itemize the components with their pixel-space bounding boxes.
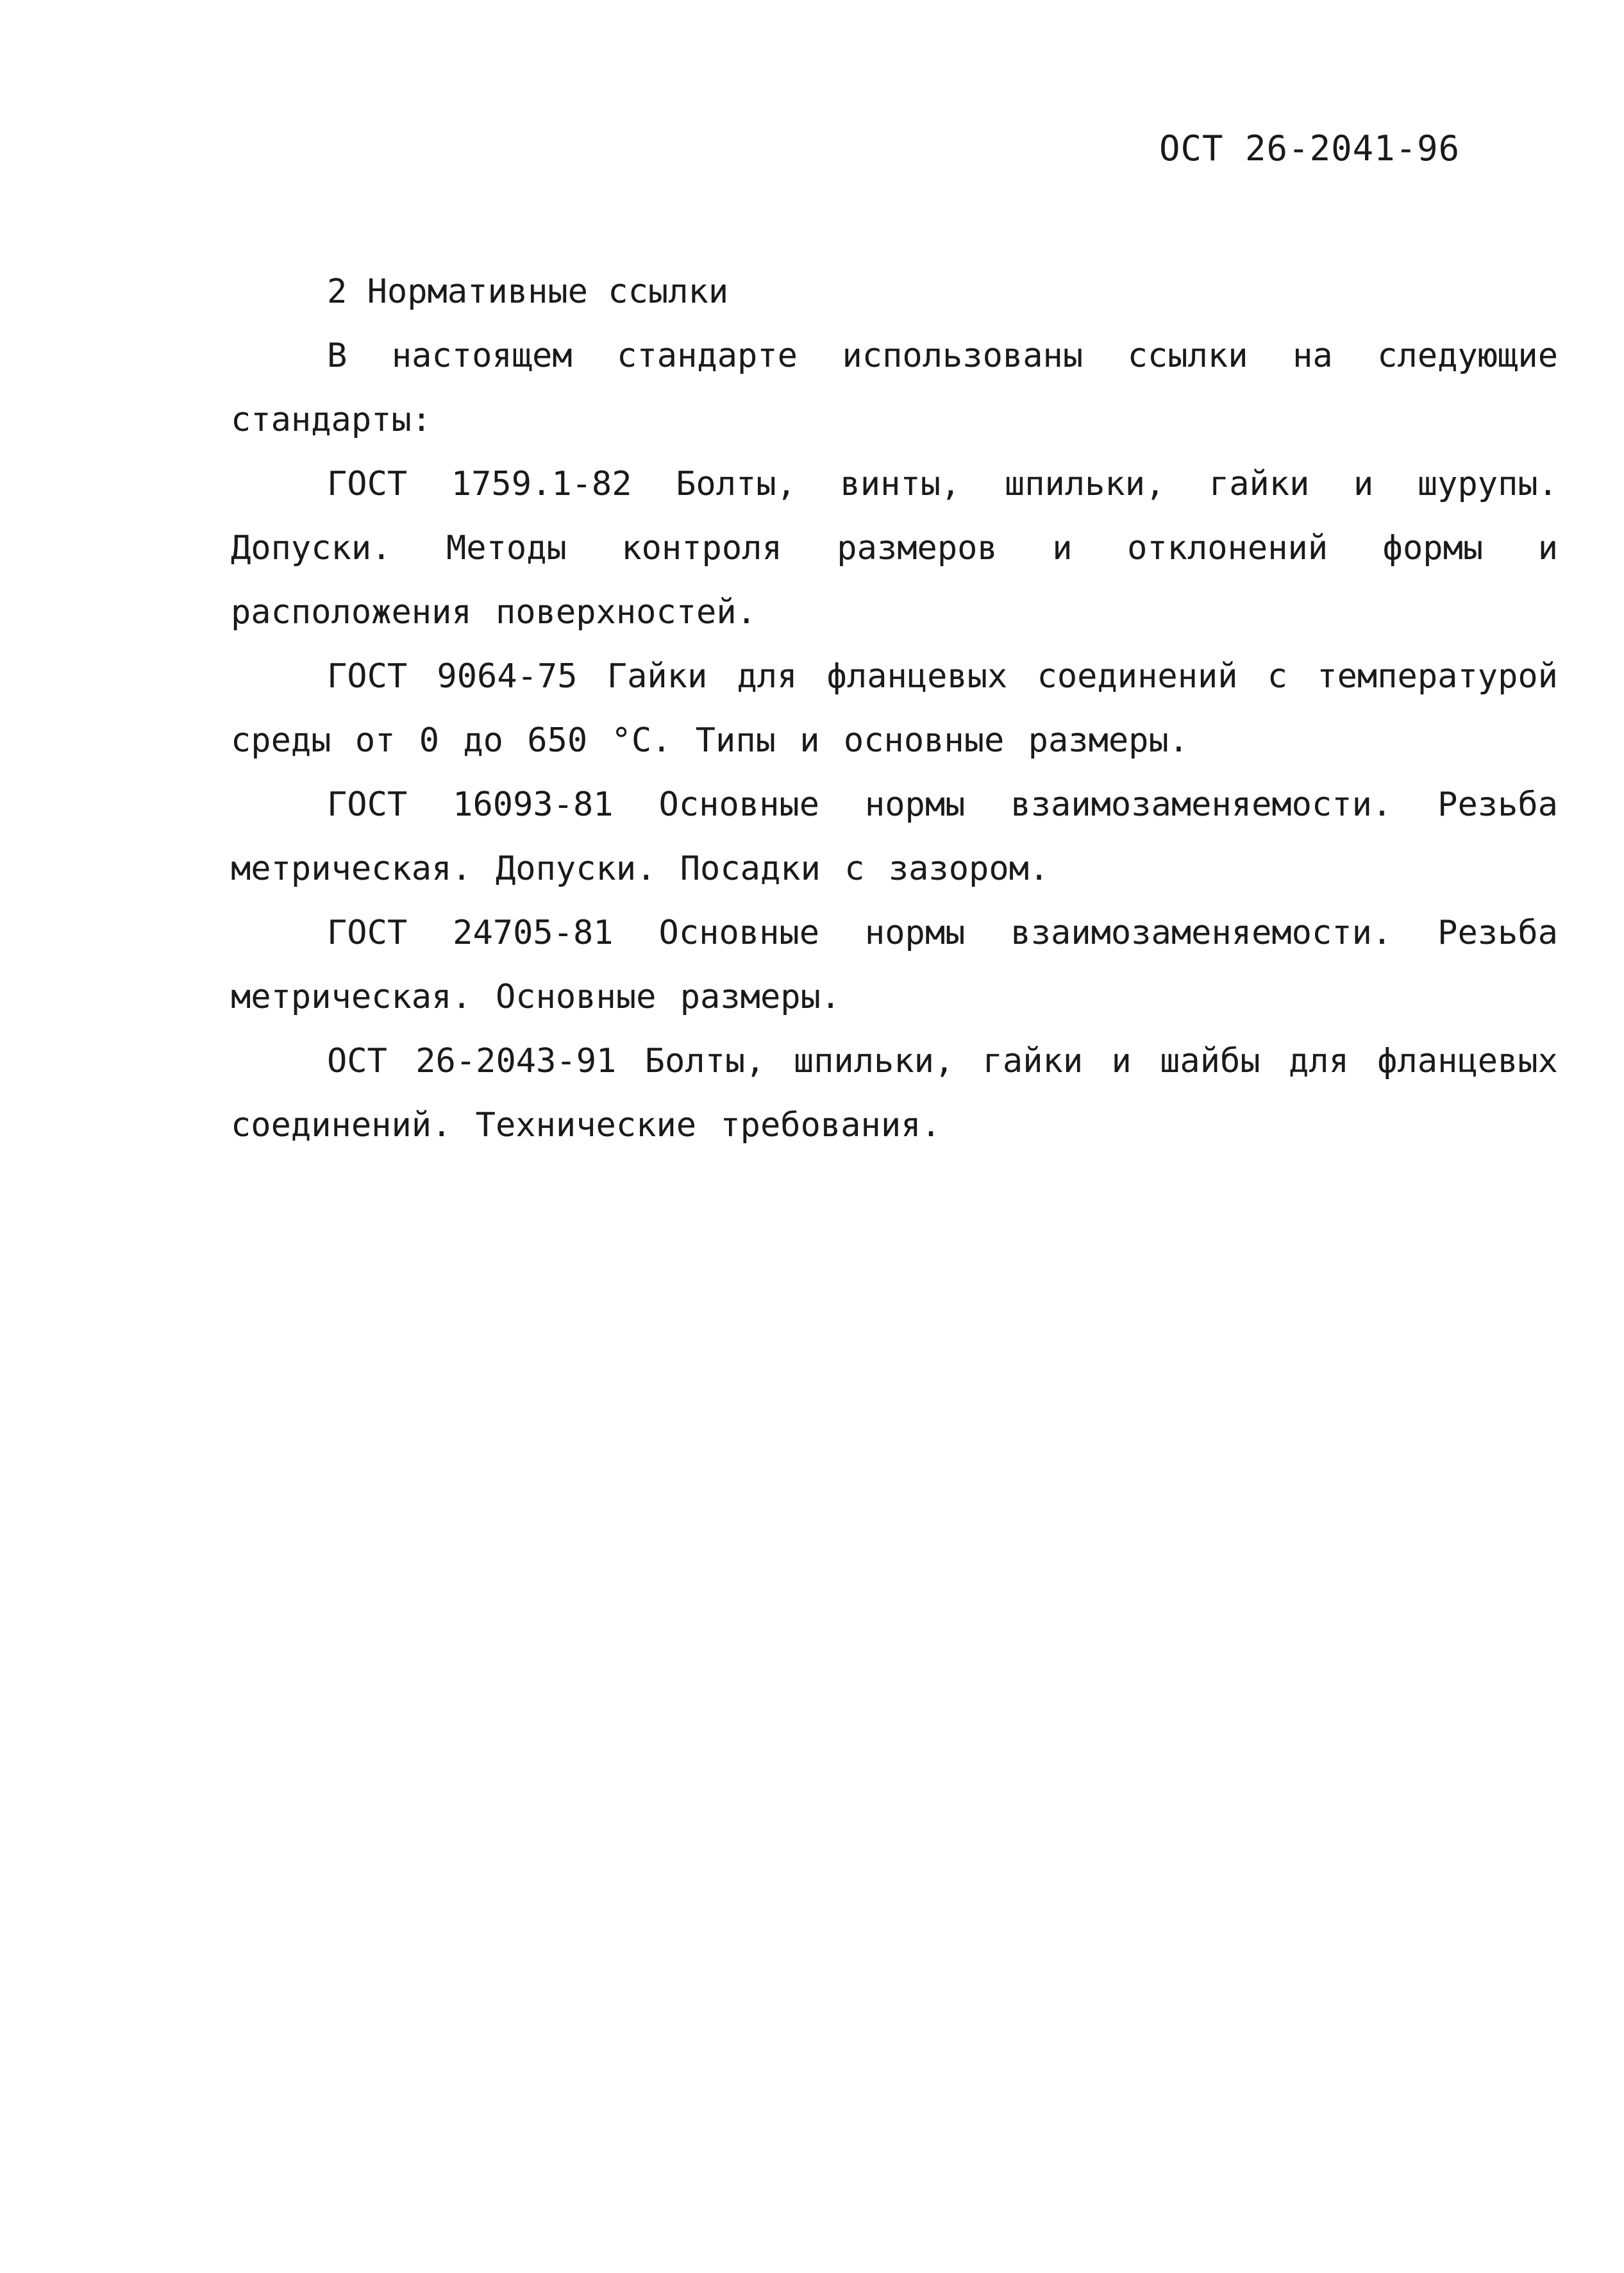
reference-item: ГОСТ 1759.1-82 Болты, винты, шпильки, гайки и шурупы. Допуски. Методы контроля размеров и отклонений формы и расположения поверхностей.: [231, 465, 1558, 632]
section-body: [231, 260, 1558, 1157]
reference-item: ОСТ 26-2043-91 Болты, шпильки, гайки и шайбы для фланцевых соединений. Технические требования.: [231, 1042, 1558, 1145]
reference-item: ГОСТ 24705-81 Основные нормы взаимозаменяемости. Резьба метрическая. Основные размеры.: [231, 914, 1558, 1016]
section-heading: 2 Нормативные ссылки: [327, 273, 729, 311]
reference-item: ГОСТ 16093-81 Основные нормы взаимозаменяемости. Резьба метрическая. Допуски. Посадки с зазором.: [231, 785, 1558, 888]
intro-paragraph: В настоящем стандарте использованы ссылки на следующие стандарты:: [231, 337, 1558, 439]
reference-item: ГОСТ 9064-75 Гайки для фланцевых соединений с температурой среды от 0 до 650 °С. Типы и основные размеры.: [231, 657, 1558, 760]
document-code: ОСТ 26-2041-96: [1159, 128, 1461, 169]
